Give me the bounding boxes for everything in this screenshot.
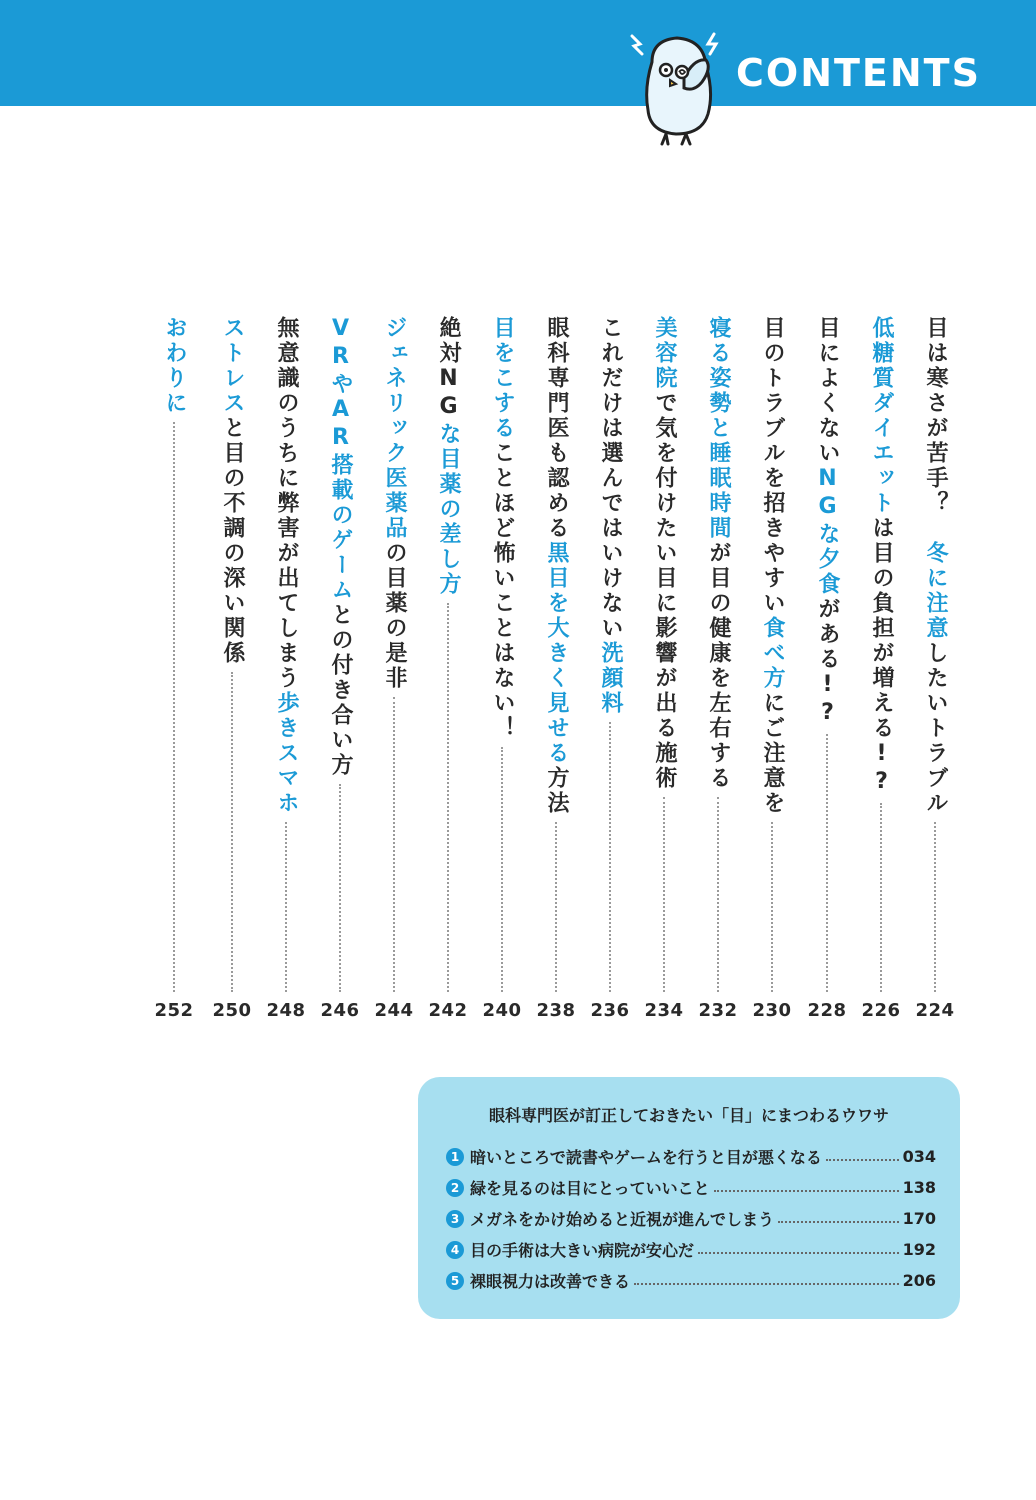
toc-entry-text: が目の健康を左右する	[706, 541, 731, 791]
rumor-item[interactable]	[446, 1172, 936, 1203]
toc-entry-text: がある!?	[815, 597, 840, 728]
toc-entry-text: 絶対NG	[436, 316, 461, 422]
toc-entry[interactable]	[536, 316, 576, 1022]
toc-entry-keyword: VRやAR搭載のゲーム	[328, 316, 353, 603]
toc-leader	[339, 784, 341, 992]
toc-entry[interactable]	[861, 316, 901, 1022]
rumor-text: 緑を見るのは目にとっていいこと	[470, 1179, 710, 1198]
rumor-item[interactable]	[446, 1234, 936, 1265]
rumor-heading: 眼科専門医が訂正しておきたい「目」にまつわるウワサ	[488, 1106, 889, 1125]
rumor-number-badge: 1	[446, 1148, 464, 1166]
toc-entry-text: と目の不調の深い関係	[220, 416, 245, 666]
toc-page-number: 224	[915, 1000, 955, 1021]
toc-leader	[717, 797, 719, 992]
toc-entry-title	[590, 316, 630, 716]
toc-entry-text: 無意識のうちに弊害が出てしまう	[274, 316, 299, 691]
toc-page-number: 238	[536, 1000, 576, 1021]
toc-entry[interactable]	[482, 316, 522, 1022]
toc-page-number: 226	[861, 1000, 901, 1021]
toc-page-number: 246	[320, 1000, 360, 1021]
rumor-list	[446, 1141, 936, 1296]
toc-entry-text: にご注意を	[760, 691, 785, 816]
toc-entry[interactable]	[644, 316, 684, 1022]
toc-entry-text: 目は寒さが苦手？	[923, 316, 948, 541]
toc-entry[interactable]	[428, 316, 468, 1022]
toc-entry[interactable]	[752, 316, 792, 1022]
toc-entry-title	[482, 316, 522, 741]
toc-leader	[393, 697, 395, 992]
toc-entry-keyword: 歩きスマホ	[274, 691, 299, 816]
toc-entry-keyword: な目薬の差し方	[436, 422, 461, 597]
toc-entry-title	[374, 316, 414, 691]
toc-entry[interactable]	[807, 316, 847, 1022]
toc-entry-keyword: 目をこする	[490, 316, 515, 441]
toc-entry-keyword: ジェネリック医薬品	[382, 316, 407, 541]
toc-entry-text: との付き合い方	[328, 603, 353, 778]
toc-entry-keyword: 低糖質ダイエット	[869, 316, 894, 516]
toc-leader	[173, 422, 175, 992]
rumor-text: 目の手術は大きい病院が安心だ	[470, 1241, 695, 1260]
toc-leader	[880, 803, 882, 992]
toc-entry-title	[807, 316, 847, 728]
toc-leader	[285, 822, 287, 992]
toc-page-number: 248	[266, 1000, 306, 1021]
rumor-page-number: 034	[902, 1147, 936, 1166]
toc-entry-text: 方法	[544, 766, 569, 816]
toc-entry-text: 目のトラブルを招きやすい	[760, 316, 785, 616]
toc-entry-text: は目の負担が増える!?	[869, 516, 894, 797]
toc-leader	[609, 722, 611, 992]
toc-entry-title	[428, 316, 468, 597]
rumor-number-badge: 5	[446, 1272, 464, 1290]
rumor-text: 暗いところで読書やゲームを行うと目が悪くなる	[470, 1148, 822, 1167]
toc-entry-keyword: NGな夕食	[815, 466, 840, 597]
toc-entry-title	[536, 316, 576, 816]
toc-entry[interactable]	[590, 316, 630, 1022]
toc-page-number: 250	[212, 1000, 252, 1021]
rumor-item[interactable]	[446, 1203, 936, 1234]
toc-entry-title	[320, 316, 360, 778]
toc-entry[interactable]	[374, 316, 414, 1022]
toc-page-number: 236	[590, 1000, 630, 1021]
rumor-page-number: 192	[902, 1240, 936, 1259]
rumor-text: 裸眼視力は改善できる	[470, 1272, 631, 1291]
toc-entry-title	[644, 316, 684, 791]
rumor-item[interactable]	[446, 1141, 936, 1172]
rumor-leader	[634, 1283, 899, 1285]
rumor-page-number: 138	[902, 1178, 936, 1197]
toc-leader	[501, 747, 503, 992]
toc-entry-title	[752, 316, 792, 816]
toc-entry-title	[861, 316, 901, 797]
rumor-page-number: 170	[902, 1209, 936, 1228]
toc-page-number: 232	[698, 1000, 738, 1021]
toc-entry[interactable]	[698, 316, 738, 1022]
toc-page-number: 242	[428, 1000, 468, 1021]
rumor-text: メガネをかけ始めると近視が進んでしまう	[470, 1210, 775, 1229]
toc-entry[interactable]	[266, 316, 306, 1022]
toc-entry-keyword: 美容院	[652, 316, 677, 391]
toc-entry[interactable]	[915, 316, 955, 1022]
toc-entry-keyword: 冬に注意	[923, 541, 948, 641]
toc-leader	[447, 603, 449, 992]
toc-entry-keyword: ストレス	[220, 316, 245, 416]
toc-entry-text: ことほど怖いことはない！	[490, 441, 515, 741]
toc-leader	[771, 822, 773, 992]
toc-page-number: 240	[482, 1000, 522, 1021]
rumor-box	[418, 1077, 960, 1319]
rumor-leader	[714, 1190, 899, 1192]
toc-leader	[231, 672, 233, 992]
rumor-page-number: 206	[902, 1271, 936, 1290]
toc-entry-title	[698, 316, 738, 791]
toc-page-number: 234	[644, 1000, 684, 1021]
toc-entry[interactable]	[320, 316, 360, 1022]
rumor-leader	[698, 1252, 899, 1254]
toc-entry-text: の目薬の是非	[382, 541, 407, 691]
toc-entry-title	[212, 316, 252, 666]
page-title: CONTENTS	[736, 51, 981, 95]
rumor-leader	[826, 1159, 899, 1161]
toc-page-number: 244	[374, 1000, 414, 1021]
toc-entry-text: 目によくない	[815, 316, 840, 466]
rumor-number-badge: 3	[446, 1210, 464, 1228]
toc-entry-keyword: 食べ方	[760, 616, 785, 691]
toc-entry-title	[154, 316, 194, 416]
toc-leader	[826, 734, 828, 992]
rumor-number-badge: 4	[446, 1241, 464, 1259]
toc-leader	[663, 797, 665, 992]
rumor-number-badge: 2	[446, 1179, 464, 1197]
rumor-leader	[778, 1221, 899, 1223]
toc-page-number: 228	[807, 1000, 847, 1021]
toc-entry[interactable]	[154, 316, 194, 1022]
toc-entry-title	[266, 316, 306, 816]
rumor-item[interactable]	[446, 1265, 936, 1296]
toc-entry-title	[915, 316, 955, 816]
toc-entry-text: これだけは選んではいけない	[598, 316, 623, 641]
toc-entry-keyword: 黒目を大きく見せる	[544, 541, 569, 766]
toc-leader	[934, 822, 936, 992]
toc-entry-text: 眼科専門医も認める	[544, 316, 569, 541]
toc-page-number: 252	[154, 1000, 194, 1021]
toc-entry-keyword: おわりに	[162, 316, 187, 416]
toc-entry-text: で気を付けたい目に影響が出る施術	[652, 391, 677, 791]
toc-leader	[555, 822, 557, 992]
toc-page-number: 230	[752, 1000, 792, 1021]
toc-entry-text: したいトラブル	[923, 641, 948, 816]
toc-entry[interactable]	[212, 316, 252, 1022]
toc-entry-keyword: 洗顔料	[598, 641, 623, 716]
toc-entry-keyword: 寝る姿勢と睡眠時間	[706, 316, 731, 541]
